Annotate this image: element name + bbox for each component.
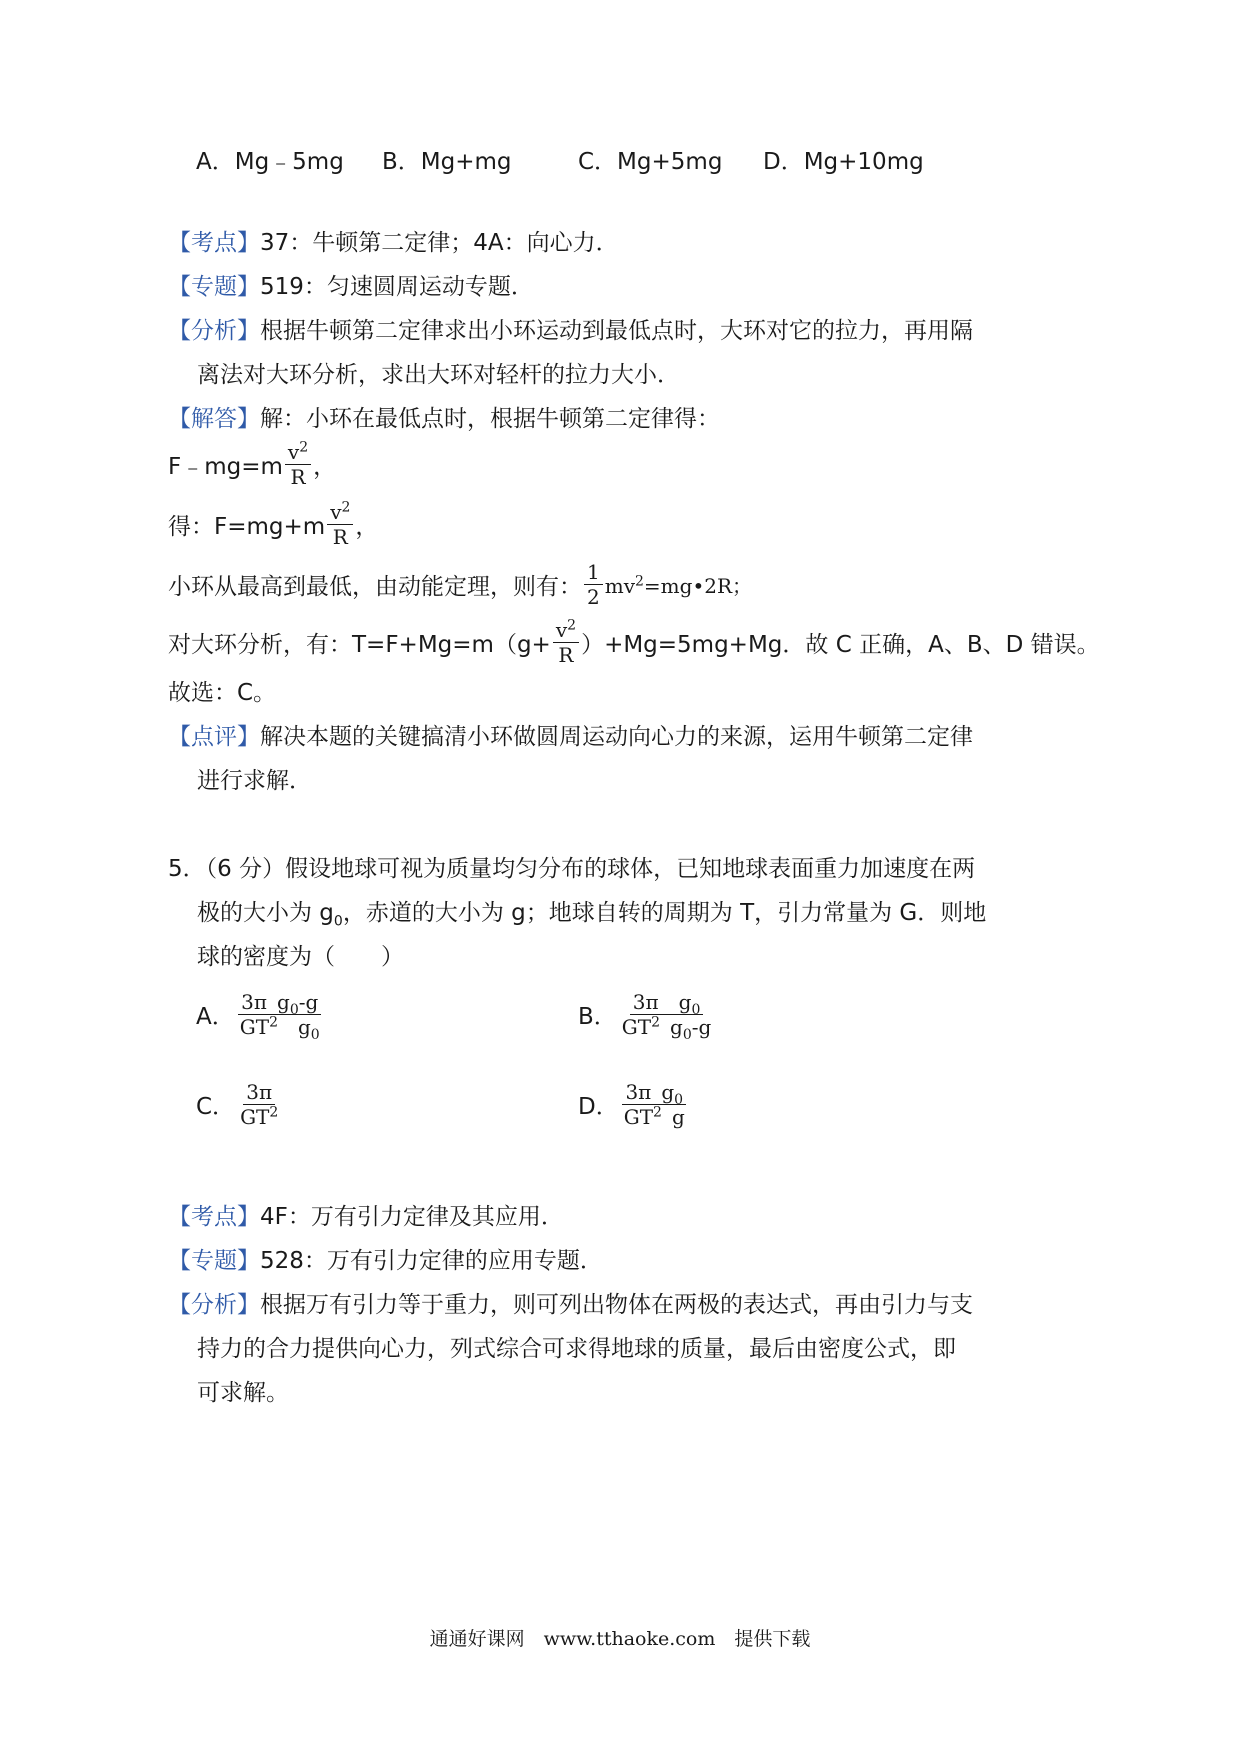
- v2-over-r-fraction: $\frac{v^2}{R}$: [327, 500, 353, 549]
- option-c-formula: $\frac{3\pi}{GT^2}$: [240, 1080, 279, 1129]
- jieda-text: 解：小环在最低点时，根据牛顿第二定律得：: [260, 406, 720, 432]
- eq1-prefix: F﹣mg=m: [168, 454, 283, 480]
- q4-jieda: [168, 404, 720, 434]
- jieda-tag: 【解答】: [168, 406, 260, 432]
- fenxi-tag: 【分析】: [168, 1292, 260, 1318]
- equation-2: [168, 500, 378, 549]
- q4-option-d: D．Mg+10mg: [763, 149, 924, 175]
- page-footer: 通通好课网 www.tthaoke.com 提供下载: [429, 1628, 811, 1650]
- eq3-mv: $mv^2=mg•2R$；: [604, 573, 753, 598]
- q4-dianping: [168, 722, 973, 752]
- eq4-suffix: ）+Mg=5mg+Mg．故 C 正确，A、B、D 错误。: [581, 632, 1100, 658]
- q5-option-d: [578, 1080, 690, 1129]
- q5-option-a: [196, 990, 325, 1043]
- kaodian-tag: 【考点】: [168, 1204, 260, 1230]
- equation-1: [168, 440, 336, 489]
- q5-fenxi: [168, 1290, 973, 1320]
- eq1-suffix: ，: [313, 454, 337, 480]
- q5-stem-line3: 球的密度为（ ）: [197, 944, 404, 970]
- q4-kaodian: [168, 228, 619, 258]
- equation-3: [168, 560, 752, 609]
- option-d-label: D．: [578, 1094, 619, 1120]
- option-a-label: A．: [196, 1004, 235, 1030]
- q5-kaodian: [168, 1202, 564, 1232]
- q5-fenxi-cont2: 可求解。: [197, 1380, 289, 1406]
- zhuanti-text: 528：万有引力定律的应用专题．: [260, 1248, 603, 1274]
- q5-option-b: [578, 990, 716, 1043]
- dianping-line1: 解决本题的关键搞清小环做圆周运动向心力的来源，运用牛顿第二定律: [260, 724, 973, 750]
- eq2-prefix: 得：F=mg+m: [168, 514, 326, 540]
- kaodian-tag: 【考点】: [168, 230, 260, 256]
- eq4-prefix: 对大环分析，有：T=F+Mg=m（g+: [168, 632, 551, 658]
- option-b-label: B．: [578, 1004, 617, 1030]
- dianping-tag: 【点评】: [168, 724, 260, 750]
- q4-option-c: C．Mg+5mg: [578, 149, 723, 175]
- q4-dianping-cont: 进行求解．: [197, 768, 312, 794]
- equation-4: [168, 618, 1100, 667]
- fenxi-tag: 【分析】: [168, 318, 260, 344]
- option-b-formula: $\frac{3\pi g_0}{GT^2 g_0-g}$: [621, 990, 712, 1043]
- q4-zhuanti: [168, 272, 534, 302]
- option-c-label: C．: [196, 1094, 236, 1120]
- v2-over-r-fraction: $\frac{v^2}{R}$: [285, 440, 311, 489]
- q5-stem-line2: 极的大小为 $g_0$，赤道的大小为 g；地球自转的周期为 T，引力常量为 G．则地: [197, 900, 987, 930]
- option-a-formula: $\frac{3\pi g_0-g}{GT^2 g_0}$: [239, 990, 320, 1043]
- zhuanti-tag: 【专题】: [168, 274, 260, 300]
- zhuanti-text: 519：匀速圆周运动专题．: [260, 274, 534, 300]
- q5-fenxi-cont1: 持力的合力提供向心力，列式综合可求得地球的质量，最后由密度公式，即: [197, 1336, 956, 1362]
- kaodian-text: 37：牛顿第二定律；4A：向心力．: [260, 230, 619, 256]
- q5-stem-line1: 5．（6 分）假设地球可视为质量均匀分布的球体，已知地球表面重力加速度在两: [168, 856, 976, 882]
- eq3-prefix: 小环从最高到最低，由动能定理，则有：: [168, 574, 582, 600]
- v2-over-r-fraction: $\frac{v^2}{R}$: [553, 618, 579, 667]
- q5-zhuanti: [168, 1246, 603, 1276]
- q4-answer: 故选：C。: [168, 680, 277, 706]
- option-d-formula: $\frac{3\pi g_0}{GT^2 g}$: [623, 1080, 685, 1129]
- kaodian-text: 4F：万有引力定律及其应用．: [260, 1204, 564, 1230]
- zhuanti-tag: 【专题】: [168, 1248, 260, 1274]
- fenxi-line1: 根据万有引力等于重力，则可列出物体在两极的表达式，再由引力与支: [260, 1292, 973, 1318]
- q4-option-a: A．Mg﹣5mg: [196, 149, 344, 175]
- q4-fenxi: [168, 316, 973, 346]
- eq2-suffix: ，: [355, 514, 379, 540]
- half-fraction: $\frac{1}{2}$: [584, 560, 603, 609]
- q4-option-b: B．Mg+mg: [382, 149, 512, 175]
- q5-option-c: [196, 1080, 283, 1129]
- q4-fenxi-cont: 离法对大环分析，求出大环对轻杆的拉力大小．: [197, 362, 680, 388]
- fenxi-line1: 根据牛顿第二定律求出小环运动到最低点时，大环对它的拉力，再用隔: [260, 318, 973, 344]
